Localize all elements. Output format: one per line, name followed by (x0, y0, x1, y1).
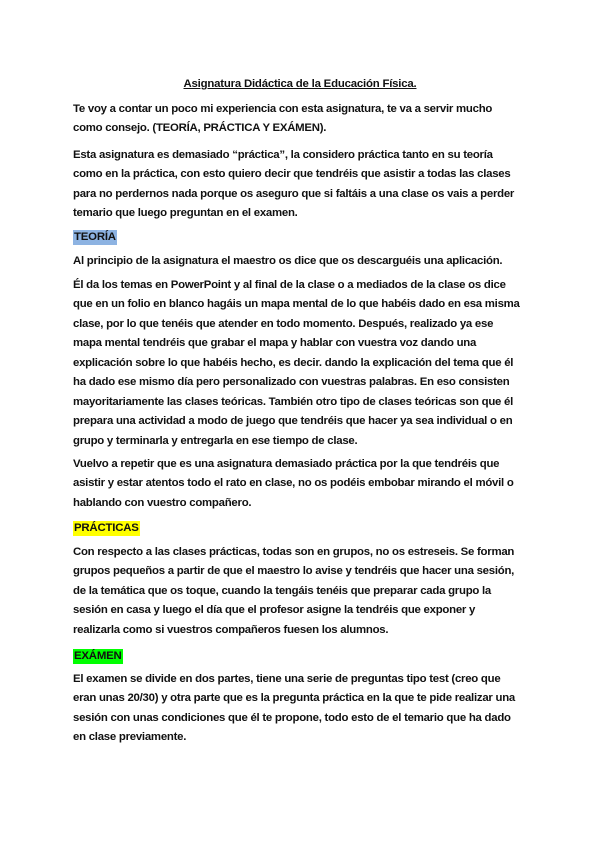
text-line: asistir y estar atentos todo el rato en clase, no os podéis embobar mirando el móvil o (73, 477, 514, 490)
paragraph-teoria-2 (73, 276, 520, 451)
text-line: clase, por lo que tenéis que atender en todo momento. Después, realizado ya ese (73, 317, 494, 330)
text-line: Vuelvo a repetir que es una asignatura demasiado práctica por la que tendréis que (73, 458, 500, 470)
text-line: en clase previamente. (73, 731, 187, 744)
text-line: prepara una actividad a modo de juego que tendréis que hacer ya sea individual o en (73, 415, 513, 428)
paragraph-intro (73, 100, 492, 139)
heading-teoria: TEORÍA (74, 231, 116, 243)
text-line: como en la práctica, con esto quiero decir que tendréis que asistir a todas las clases (73, 168, 511, 181)
heading-practicas: PRÁCTICAS (74, 522, 139, 534)
text-line: Te voy a contar un poco mi experiencia con esta asignatura, te va a servir mucho (73, 103, 493, 115)
text-line: sesión con unas condiciones que él te propone, todo esto de el temario que ha dado (73, 711, 511, 724)
text-line: mapa mental tendréis que grabar el mapa y hablar con vuestra voz dando una (73, 337, 477, 350)
text-line: mayoritariamente las clases teóricas. También otro tipo de clases teóricas son que él (73, 395, 514, 408)
text-line: que en un folio en blanco hagáis un mapa mental de lo que habéis dado en esa misma (73, 298, 520, 311)
text-line: para no perdernos nada porque os aseguro que si faltáis a una clase os vais a perder (73, 187, 515, 200)
paragraph-teoria-3 (73, 455, 514, 513)
text-line: Con respecto a las clases prácticas, todas son en grupos, no os estreseis. Se forman (73, 546, 515, 558)
text-line: Él da los temas en PowerPoint y al final de la clase o a mediados de la clase os dice (73, 279, 506, 291)
text-line: ha dado ese mismo día pero personalizado con vuestras palabras. En eso consisten (73, 376, 510, 389)
text-line: grupos pequeños a partir de que el maestro lo avise y tendréis que hacer una sesión, (73, 565, 515, 578)
text-line: de la temática que os toque, cuando la tengáis tenéis que preparar cada grupo la (73, 584, 492, 597)
text-line: eran unas 20/30) y otra parte que es la pregunta práctica en la que te pide realizar una (73, 692, 516, 705)
text-line: como consejo. (TEORÍA, PRÁCTICA Y EXÁMEN). (73, 122, 327, 135)
document-title: Asignatura Didáctica de la Educación Física. (183, 78, 417, 90)
paragraph-practicas (73, 543, 514, 640)
text-line: El examen se divide en dos partes, tiene una serie de preguntas tipo test (creo que (73, 673, 501, 685)
text-line: realizarla como si vuestros compañeros fuesen los alumnos. (73, 623, 389, 636)
text-line: hablando con vuestro compañero. (73, 496, 252, 509)
text-line: sesión en casa y luego el día que el profesor asigne la tendréis que exponer y (73, 604, 476, 617)
paragraph-examen (73, 670, 515, 748)
paragraph-overview (73, 146, 514, 224)
text-line: explicación sobre lo que habéis hecho, es decir. dando la explicación del tema que él (73, 356, 514, 369)
text-line: grupo y terminarla y entregarla en ese tiempo de clase. (73, 434, 358, 447)
text-line: temario que luego preguntan en el examen. (73, 207, 298, 220)
paragraph-teoria-1 (73, 252, 502, 271)
text-line: Al principio de la asignatura el maestro os dice que os descarguéis una aplicación. (73, 255, 503, 267)
text-line: Esta asignatura es demasiado “práctica”, la considero práctica tanto en su teoría (73, 149, 493, 161)
heading-examen: EXÁMEN (74, 650, 122, 662)
